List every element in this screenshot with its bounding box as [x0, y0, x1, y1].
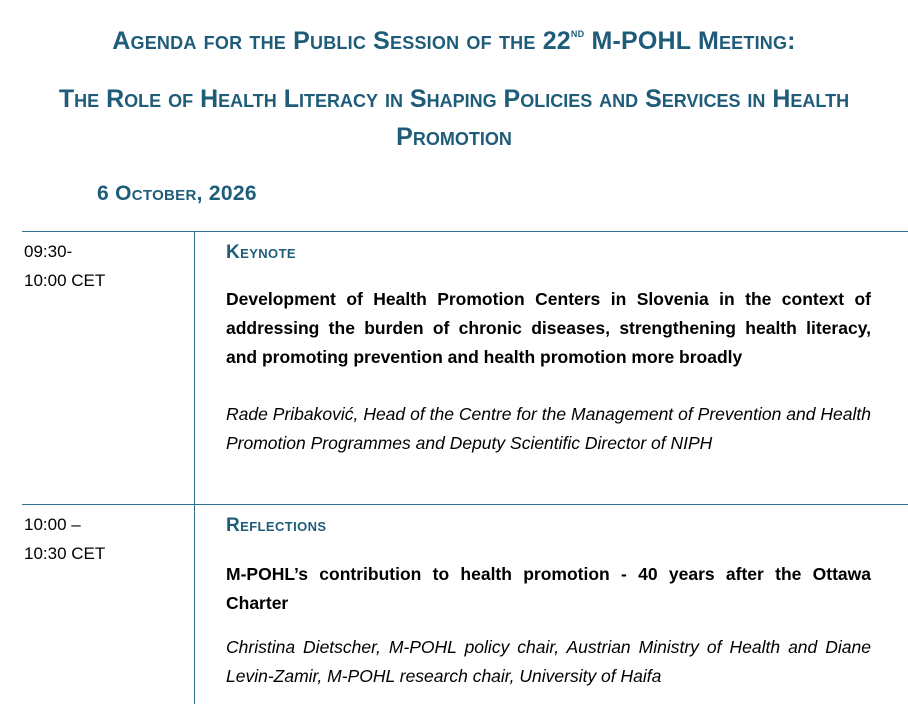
session-speaker: Rade Pribaković, Head of the Centre for the Management of Prevention and Health Promotion Programmes and Deputy Scientific Director of NIPH — [226, 404, 871, 453]
agenda-title-part2: M-POHL Meeting: — [584, 27, 796, 55]
agenda-title — [0, 24, 908, 58]
session-title: Development of Health Promotion Centers in Slovenia in the context of addressing the burden of chronic diseases, strengthening health literacy, and promoting prevention and health promotion more broadly — [226, 289, 871, 367]
session-time — [24, 237, 184, 295]
session-time — [24, 510, 184, 568]
table-column-divider — [194, 232, 195, 704]
session-type: Keynote — [226, 242, 296, 263]
session-title: M-POHL’s contribution to health promotion - 40 years after the Ottawa Charter — [226, 564, 871, 613]
table-row-divider — [22, 504, 908, 505]
meeting-date: 6 October, 2026 — [97, 182, 257, 205]
session-time-end: 10:30 CET — [24, 544, 106, 563]
session-time-start: 09:30- — [24, 242, 73, 261]
document-header — [0, 24, 908, 156]
session-time-start: 10:00 – — [24, 515, 81, 534]
agenda-subtitle: The Role of Health Literacy in Shaping Policies and Services in Health Promotion — [58, 85, 850, 151]
agenda-title-part1: Agenda for the Public Session of the 22 — [112, 27, 571, 55]
session-type: Reflections — [226, 515, 327, 536]
session-reflections — [226, 513, 871, 691]
table-top-rule — [22, 231, 908, 232]
session-time-end: 10:00 CET — [24, 271, 106, 290]
agenda-title-superscript: nd — [570, 25, 585, 40]
session-keynote — [226, 240, 871, 458]
session-speaker: Christina Dietscher, M-POHL policy chair, Austrian Ministry of Health and Diane Levin-Zamir, M-POHL research chair, University of Haifa — [226, 637, 871, 686]
